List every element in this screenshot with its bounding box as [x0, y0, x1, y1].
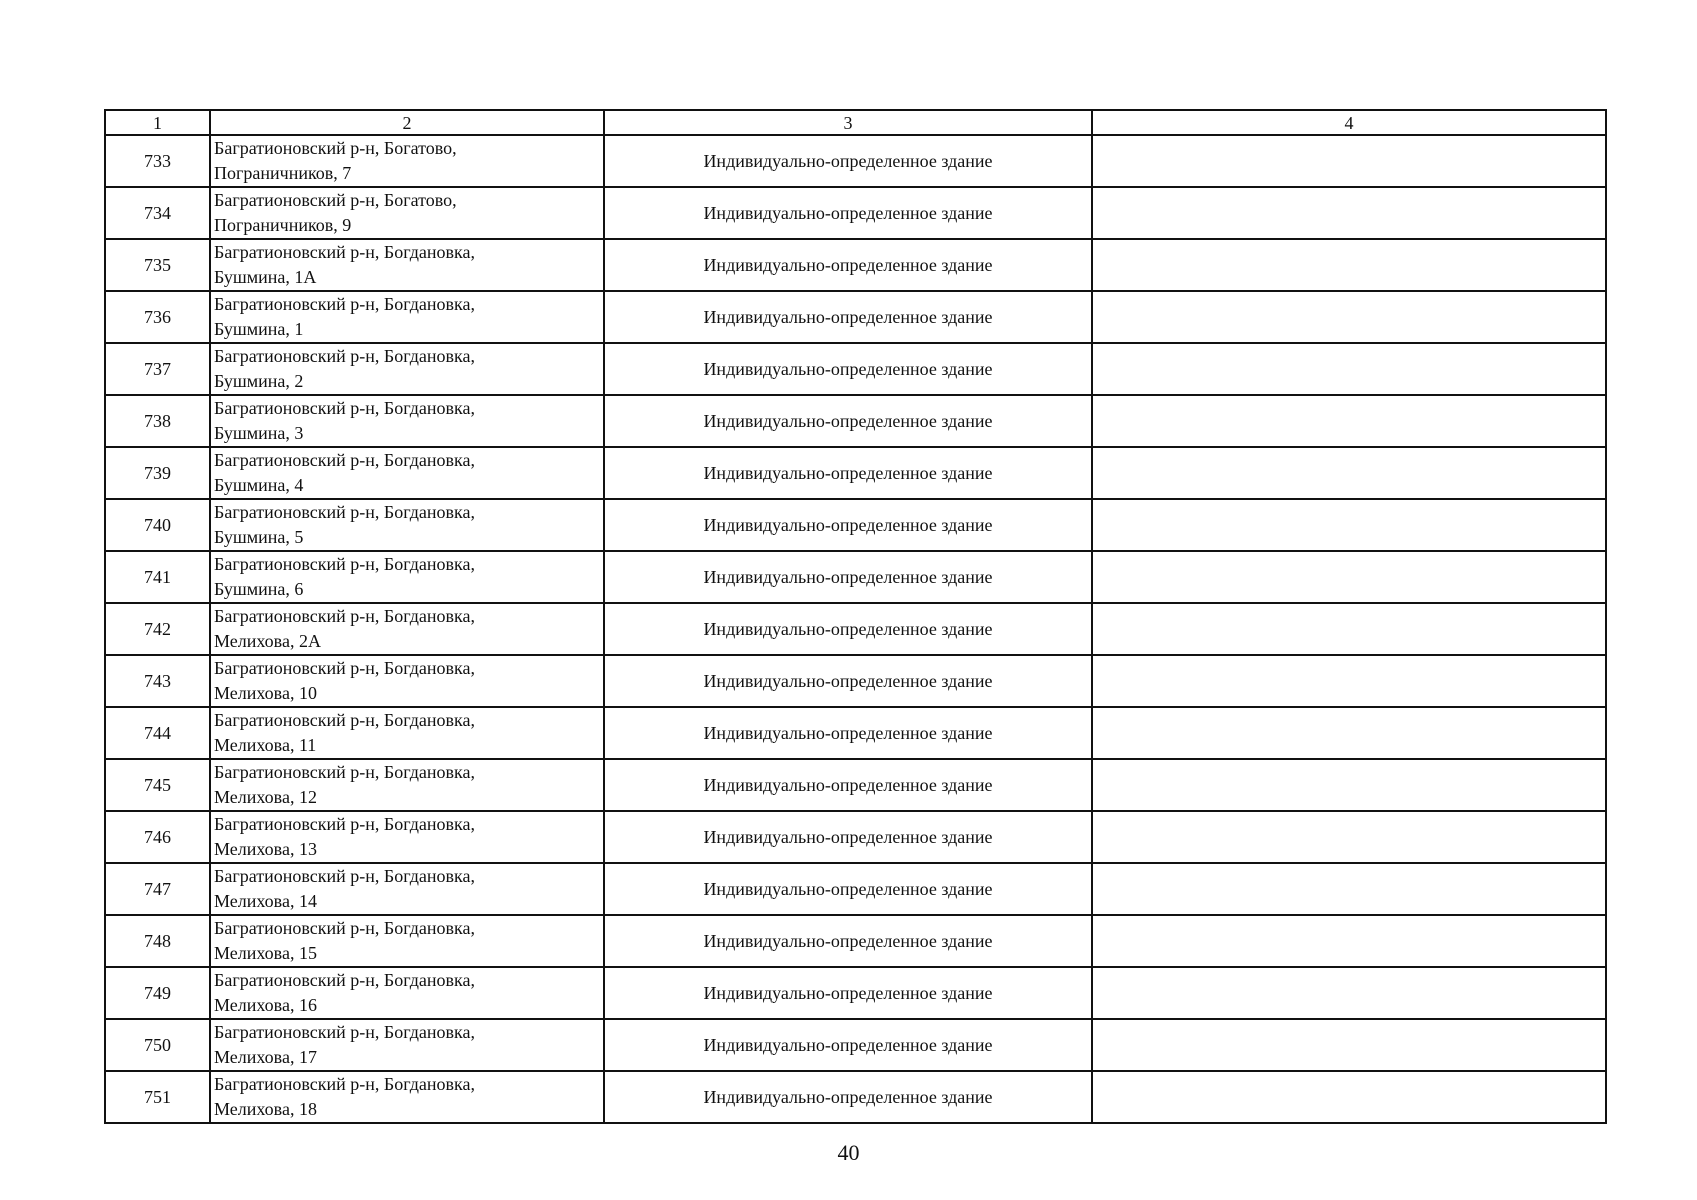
object-type-cell: Индивидуально-определенное здание: [604, 395, 1092, 447]
address-line-1: Багратионовский р-н, Богдановка,: [214, 970, 475, 990]
table-row: [105, 1019, 1606, 1071]
row-number: 736: [105, 291, 210, 343]
table-row: [105, 135, 1606, 187]
address-line-2: Пограничников, 7: [214, 163, 352, 183]
row-number: 741: [105, 551, 210, 603]
empty-cell: [1092, 447, 1606, 499]
object-type-cell: Индивидуально-определенное здание: [604, 967, 1092, 1019]
object-type-cell: Индивидуально-определенное здание: [604, 1071, 1092, 1123]
table-row: [105, 447, 1606, 499]
address-line-1: Багратионовский р-н, Богдановка,: [214, 1074, 475, 1094]
table-row: [105, 187, 1606, 239]
address-line-1: Багратионовский р-н, Богдановка,: [214, 658, 475, 678]
address-line-1: Багратионовский р-н, Богдановка,: [214, 918, 475, 938]
address-line-2: Мелихова, 17: [214, 1047, 317, 1067]
address-line-1: Багратионовский р-н, Богдановка,: [214, 294, 475, 314]
table-row: [105, 655, 1606, 707]
header-col-1: 1: [105, 110, 210, 135]
table-row: [105, 915, 1606, 967]
table-body: [105, 135, 1606, 1123]
table-row: [105, 343, 1606, 395]
row-number: 748: [105, 915, 210, 967]
row-number: 746: [105, 811, 210, 863]
header-col-4: 4: [1092, 110, 1606, 135]
row-number: 745: [105, 759, 210, 811]
empty-cell: [1092, 135, 1606, 187]
table-row: [105, 707, 1606, 759]
address-cell: [210, 499, 604, 551]
object-type-cell: Индивидуально-определенное здание: [604, 187, 1092, 239]
address-line-1: Багратионовский р-н, Богдановка,: [214, 814, 475, 834]
row-number: 747: [105, 863, 210, 915]
address-line-1: Багратионовский р-н, Богдановка,: [214, 866, 475, 886]
row-number: 751: [105, 1071, 210, 1123]
object-type-cell: Индивидуально-определенное здание: [604, 655, 1092, 707]
address-line-2: Бушмина, 5: [214, 527, 304, 547]
address-cell: [210, 811, 604, 863]
table-row: [105, 967, 1606, 1019]
empty-cell: [1092, 863, 1606, 915]
address-line-2: Бушмина, 2: [214, 371, 304, 391]
empty-cell: [1092, 967, 1606, 1019]
address-cell: [210, 135, 604, 187]
address-cell: [210, 239, 604, 291]
empty-cell: [1092, 603, 1606, 655]
empty-cell: [1092, 291, 1606, 343]
empty-cell: [1092, 655, 1606, 707]
table-row: [105, 759, 1606, 811]
object-type-cell: Индивидуально-определенное здание: [604, 447, 1092, 499]
table-row: [105, 239, 1606, 291]
table-row: [105, 603, 1606, 655]
address-line-2: Мелихова, 10: [214, 683, 317, 703]
address-line-2: Мелихова, 15: [214, 943, 317, 963]
address-cell: [210, 1071, 604, 1123]
row-number: 750: [105, 1019, 210, 1071]
table-row: [105, 551, 1606, 603]
header-col-2: 2: [210, 110, 604, 135]
empty-cell: [1092, 343, 1606, 395]
row-number: 749: [105, 967, 210, 1019]
row-number: 739: [105, 447, 210, 499]
address-cell: [210, 759, 604, 811]
table-row: [105, 499, 1606, 551]
object-type-cell: Индивидуально-определенное здание: [604, 811, 1092, 863]
address-line-1: Багратионовский р-н, Богдановка,: [214, 710, 475, 730]
address-line-2: Бушмина, 3: [214, 423, 304, 443]
object-type-cell: Индивидуально-определенное здание: [604, 135, 1092, 187]
page-number: 40: [837, 1140, 860, 1165]
table-row: [105, 1071, 1606, 1123]
address-line-1: Багратионовский р-н, Богдановка,: [214, 450, 475, 470]
object-type-cell: Индивидуально-определенное здание: [604, 499, 1092, 551]
address-line-2: Мелихова, 11: [214, 735, 317, 755]
object-type-cell: Индивидуально-определенное здание: [604, 603, 1092, 655]
object-type-cell: Индивидуально-определенное здание: [604, 1019, 1092, 1071]
object-type-cell: Индивидуально-определенное здание: [604, 863, 1092, 915]
address-line-1: Багратионовский р-н, Богатово,: [214, 190, 457, 210]
row-number: 738: [105, 395, 210, 447]
empty-cell: [1092, 759, 1606, 811]
object-type-cell: Индивидуально-определенное здание: [604, 239, 1092, 291]
empty-cell: [1092, 239, 1606, 291]
table-row: [105, 291, 1606, 343]
address-line-1: Багратионовский р-н, Богдановка,: [214, 606, 475, 626]
address-line-2: Мелихова, 14: [214, 891, 317, 911]
address-cell: [210, 343, 604, 395]
row-number: 735: [105, 239, 210, 291]
row-number: 742: [105, 603, 210, 655]
address-line-1: Багратионовский р-н, Богатово,: [214, 138, 457, 158]
property-table: [104, 109, 1607, 1124]
address-line-2: Пограничников, 9: [214, 215, 352, 235]
address-cell: [210, 967, 604, 1019]
address-line-1: Багратионовский р-н, Богдановка,: [214, 1022, 475, 1042]
row-number: 744: [105, 707, 210, 759]
address-cell: [210, 291, 604, 343]
row-number: 733: [105, 135, 210, 187]
address-cell: [210, 655, 604, 707]
address-line-2: Бушмина, 1: [214, 319, 304, 339]
address-line-1: Багратионовский р-н, Богдановка,: [214, 554, 475, 574]
empty-cell: [1092, 1019, 1606, 1071]
address-cell: [210, 1019, 604, 1071]
address-line-2: Мелихова, 2А: [214, 631, 321, 651]
table-header: [105, 110, 1606, 135]
empty-cell: [1092, 707, 1606, 759]
empty-cell: [1092, 187, 1606, 239]
address-line-2: Бушмина, 4: [214, 475, 304, 495]
table-row: [105, 863, 1606, 915]
object-type-cell: Индивидуально-определенное здание: [604, 343, 1092, 395]
address-line-2: Мелихова, 18: [214, 1099, 317, 1119]
address-cell: [210, 187, 604, 239]
table-row: [105, 811, 1606, 863]
row-number: 734: [105, 187, 210, 239]
address-line-1: Багратионовский р-н, Богдановка,: [214, 762, 475, 782]
address-line-2: Мелихова, 13: [214, 839, 317, 859]
address-line-1: Багратионовский р-н, Богдановка,: [214, 398, 475, 418]
empty-cell: [1092, 499, 1606, 551]
empty-cell: [1092, 551, 1606, 603]
address-cell: [210, 863, 604, 915]
address-cell: [210, 395, 604, 447]
address-line-2: Бушмина, 1А: [214, 267, 317, 287]
table-row: [105, 395, 1606, 447]
header-col-3: 3: [604, 110, 1092, 135]
address-cell: [210, 707, 604, 759]
object-type-cell: Индивидуально-определенное здание: [604, 291, 1092, 343]
empty-cell: [1092, 1071, 1606, 1123]
address-cell: [210, 603, 604, 655]
address-cell: [210, 551, 604, 603]
row-number: 740: [105, 499, 210, 551]
object-type-cell: Индивидуально-определенное здание: [604, 759, 1092, 811]
object-type-cell: Индивидуально-определенное здание: [604, 915, 1092, 967]
address-line-1: Багратионовский р-н, Богдановка,: [214, 346, 475, 366]
row-number: 743: [105, 655, 210, 707]
address-line-2: Бушмина, 6: [214, 579, 304, 599]
address-line-2: Мелихова, 12: [214, 787, 317, 807]
address-line-1: Багратионовский р-н, Богдановка,: [214, 242, 475, 262]
empty-cell: [1092, 395, 1606, 447]
empty-cell: [1092, 811, 1606, 863]
empty-cell: [1092, 915, 1606, 967]
address-cell: [210, 447, 604, 499]
row-number: 737: [105, 343, 210, 395]
header-row: [105, 110, 1606, 135]
address-line-2: Мелихова, 16: [214, 995, 317, 1015]
object-type-cell: Индивидуально-определенное здание: [604, 551, 1092, 603]
object-type-cell: Индивидуально-определенное здание: [604, 707, 1092, 759]
address-cell: [210, 915, 604, 967]
address-line-1: Багратионовский р-н, Богдановка,: [214, 502, 475, 522]
